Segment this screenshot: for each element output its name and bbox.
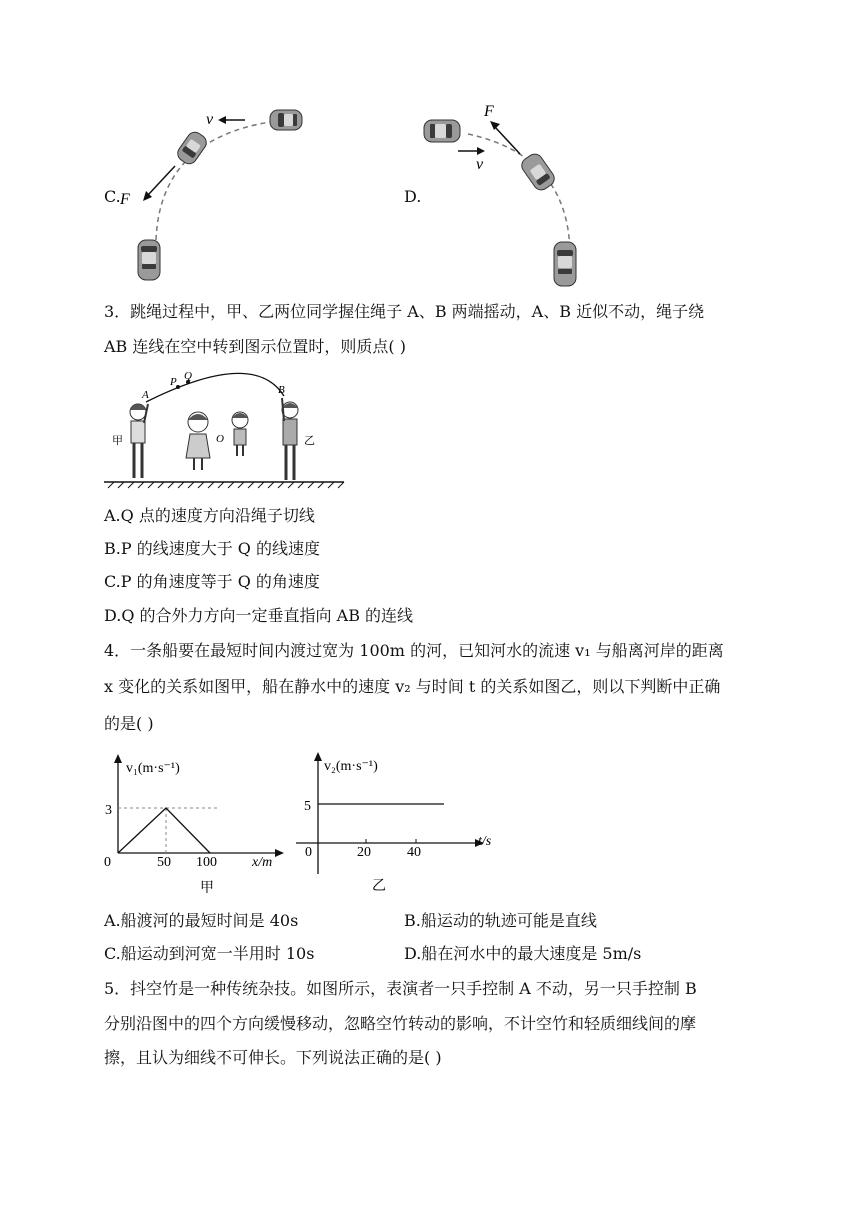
point-a-label: A	[142, 389, 149, 401]
graph-yi-origin: 0	[305, 845, 312, 860]
q3-stem-line1: 3．跳绳过程中，甲、乙两位同学握住绳子 A、B 两端摇动，A、B 近似不动，绳子绕	[104, 302, 705, 321]
q5-stem-line2: 分别沿图中的四个方向缓慢移动，忽略空竹转动的影响，不计空竹和轻质细线间的摩	[104, 1014, 697, 1033]
q4-graph-yi	[296, 744, 506, 894]
q2-option-c-label[interactable]: C.	[104, 187, 121, 206]
q2-option-d-figure	[420, 96, 600, 296]
point-o-label: O	[216, 433, 224, 445]
v1-curve	[118, 808, 210, 853]
force-label: F	[484, 103, 494, 120]
graph-yi-xlabel: t/s	[478, 834, 492, 849]
q4-graph-jia	[100, 748, 290, 898]
graph-yi-ytick: 5	[304, 799, 311, 814]
force-label: F	[120, 191, 130, 208]
q4-option-d[interactable]: D.船在河水中的最大速度是 5m/s	[404, 944, 642, 963]
force-arrow	[495, 127, 520, 154]
q4-stem-line1: 4．一条船要在最短时间内渡过宽为 100m 的河，已知河水的流速 v₁ 与船离河岸的距离	[104, 641, 724, 660]
q3-stem-line2: AB 连线在空中转到图示位置时，则质点( )	[104, 337, 406, 356]
q4-option-a[interactable]: A.船渡河的最短时间是 40s	[104, 911, 299, 930]
car-icon	[519, 151, 558, 193]
q3-option-b[interactable]: B.P 的线速度大于 Q 的线速度	[104, 539, 320, 558]
q5-stem-line3: 擦，且认为细线不可伸长。下列说法正确的是( )	[104, 1048, 442, 1067]
q2-option-c-figure	[120, 100, 320, 295]
student-middle-figure	[186, 412, 210, 470]
graph-jia-ytick: 3	[105, 803, 112, 818]
force-arrow	[148, 166, 175, 195]
car-icon	[424, 120, 460, 142]
car-icon	[270, 110, 302, 130]
q4-option-b[interactable]: B.船运动的轨迹可能是直线	[404, 911, 597, 930]
student-small-figure	[232, 412, 248, 456]
q3-jump-rope-figure	[104, 368, 348, 492]
graph-jia-caption: 甲	[200, 881, 214, 896]
graph-yi-ylabel: v₂(m·s⁻¹)	[324, 759, 378, 774]
graph-jia-ylabel: v₁(m·s⁻¹)	[126, 761, 180, 776]
student-jia-figure	[130, 404, 148, 478]
point-q-label: Q	[184, 370, 192, 382]
graph-yi-caption: 乙	[372, 879, 386, 894]
q4-stem-line2: x 变化的关系如图甲，船在静水中的速度 v₂ 与时间 t 的关系如图乙，则以下判断中正确	[104, 677, 721, 696]
person-yi-label: 乙	[304, 435, 315, 447]
q3-option-d[interactable]: D.Q 的合外力方向一定垂直指向 AB 的连线	[104, 606, 414, 625]
q3-option-c[interactable]: C.P 的角速度等于 Q 的角速度	[104, 572, 320, 591]
car-icon	[554, 242, 576, 286]
graph-jia-xtick: 100	[196, 855, 217, 870]
graph-jia-xtick: 50	[157, 855, 171, 870]
graph-jia-xlabel: x/m	[252, 855, 273, 870]
graph-jia-origin: 0	[104, 855, 111, 870]
q4-stem-line3: 的是( )	[104, 714, 154, 733]
q2-option-d-label[interactable]: D.	[404, 187, 422, 206]
car-icon	[138, 240, 160, 280]
person-jia-label: 甲	[112, 435, 123, 447]
car-icon	[175, 129, 210, 167]
velocity-label: v	[206, 111, 214, 128]
q3-option-a[interactable]: A.Q 点的速度方向沿绳子切线	[104, 506, 315, 525]
graph-yi-xtick: 20	[357, 845, 371, 860]
q4-option-c[interactable]: C.船运动到河宽一半用时 10s	[104, 944, 315, 963]
point-p-label: P	[170, 376, 177, 388]
student-yi-figure	[282, 398, 298, 480]
q5-stem-line1: 5．抖空竹是一种传统杂技。如图所示，表演者一只手控制 A 不动，另一只手控制 B	[104, 979, 697, 998]
point-b-label: B	[278, 384, 285, 396]
velocity-label: v	[476, 156, 484, 173]
graph-yi-xtick: 40	[407, 845, 421, 860]
